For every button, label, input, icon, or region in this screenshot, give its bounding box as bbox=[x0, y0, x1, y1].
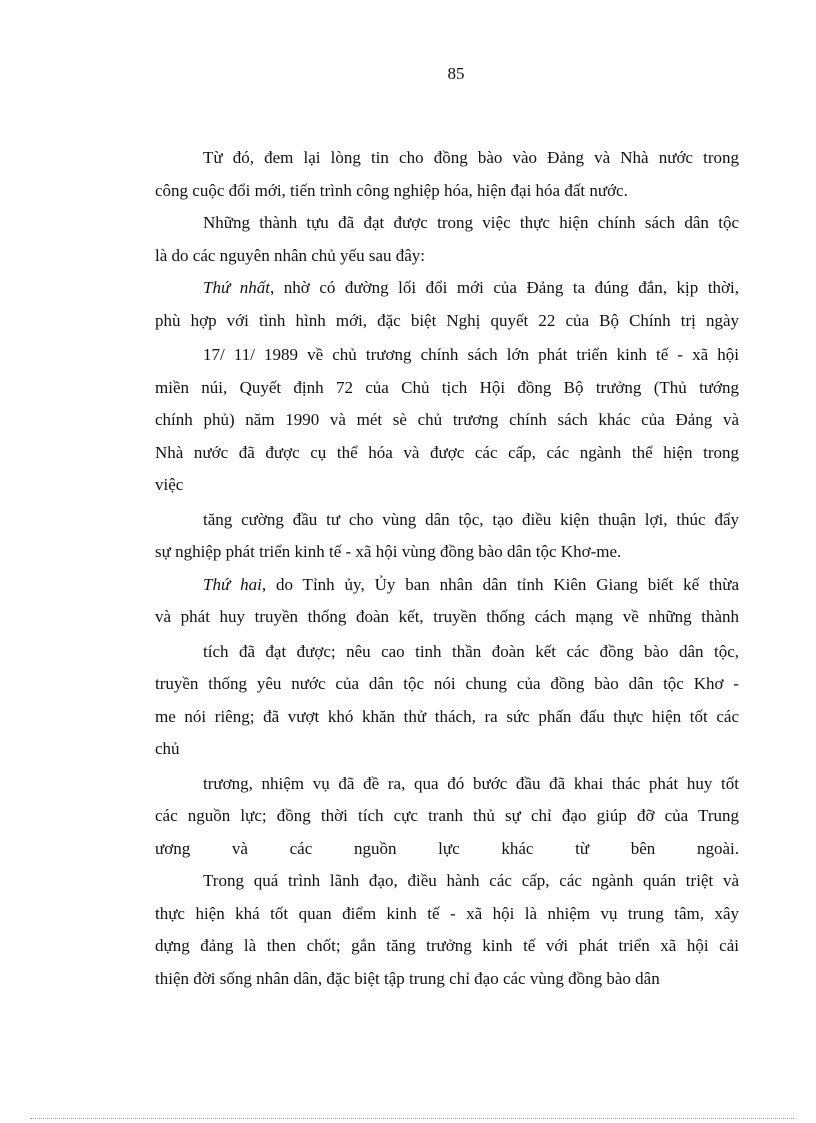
paragraph-4-line-2: miền núi, Quyết định 72 của Chủ tịch Hội đồng Bộ trưởng (Thủ tướng bbox=[155, 377, 739, 397]
page-number: 85 bbox=[447, 64, 465, 83]
paragraph-4-line-1: 17/ 11/ 1989 về chủ trương chính sách lớn phát triển kinh tế - xã hội bbox=[203, 345, 739, 364]
paragraph-6-line-1 bbox=[155, 569, 739, 602]
body-text bbox=[155, 142, 739, 995]
paragraph-1-line-2: công cuộc đổi mới, tiến trình công nghiệp hóa, hiện đại hóa đất nước. bbox=[155, 180, 628, 200]
paragraph-6-line-1-text: , do Tỉnh ủy, Ủy ban nhân dân tỉnh Kiên Giang biết kế thừa bbox=[261, 574, 740, 594]
paragraph-1-line-1: Từ đó, đem lại lòng tin cho đồng bào vào Đảng và Nhà nước trong bbox=[203, 148, 739, 167]
paragraph-7-line-4: chủ bbox=[155, 739, 180, 758]
paragraph-3-line-1 bbox=[155, 272, 739, 305]
paragraph-8-line-2: các nguồn lực; đồng thời tích cực tranh thủ sự chỉ đạo giúp đỡ của Trung bbox=[155, 806, 739, 825]
paragraph-4-line-4: Nhà nước đã được cụ thể hóa và được các cấp, các ngành thể hiện trong bbox=[155, 442, 739, 462]
paragraph-9-line-4: thiện đời sống nhân dân, đặc biệt tập trung chỉ đạo các vùng đồng bào dân bbox=[155, 968, 660, 988]
paragraph-7-line-1: tích đã đạt được; nêu cao tinh thần đoàn kết các đồng bào dân tộc, bbox=[203, 641, 739, 661]
paragraph-8-line-3: ương và các nguồn lực khác từ bên ngoài. bbox=[155, 838, 739, 858]
paragraph-2-line-1: Những thành tựu đã đạt được trong việc thực hiện chính sách dân tộc bbox=[203, 213, 739, 232]
paragraph-2-line-2: là do các nguyên nhân chủ yếu sau đây: bbox=[155, 245, 426, 265]
paragraph-3-line-1-text: , nhờ có đường lối đổi mới của Đảng ta đúng đắn, kịp thời, bbox=[270, 278, 740, 297]
paragraph-7-line-2: truyền thống yêu nước của dân tộc nói chung của đồng bào dân tộc Khơ - bbox=[155, 674, 739, 693]
paragraph-4-line-3: chính phủ) năm 1990 và mét sè chủ trương chính sách khác của Đảng và bbox=[155, 410, 739, 429]
paragraph-9-line-2: thực hiện khá tốt quan điểm kinh tế - xã hội là nhiệm vụ trung tâm, xây bbox=[155, 903, 739, 923]
paragraph-5-line-1: tăng cường đầu tư cho vùng dân tộc, tạo điều kiện thuận lợi, thúc đẩy bbox=[203, 509, 739, 529]
paragraph-9-line-1: Trong quá trình lãnh đạo, điều hành các cấp, các ngành quán triệt và bbox=[203, 871, 739, 890]
paragraph-7-line-3: me nói riêng; đã vượt khó khăn thử thách, ra sức phấn đấu thực hiện tốt các bbox=[155, 706, 739, 726]
paragraph-3-line-2: phù hợp với tình hình mới, đặc biệt Nghị quyết 22 của Bộ Chính trị ngày bbox=[155, 310, 739, 330]
paragraph-5-line-2: sự nghiệp phát triển kinh tế - xã hội vùng đồng bào dân tộc Khơ-me. bbox=[155, 542, 622, 561]
paragraph-8-line-1: trương, nhiệm vụ đã đề ra, qua đó bước đầu đã khai thác phát huy tốt bbox=[203, 773, 739, 793]
paragraph-4-line-5: việc bbox=[155, 475, 184, 494]
paragraph-3-lead: Thứ nhất bbox=[203, 278, 270, 297]
page-bottom-divider bbox=[30, 1118, 794, 1119]
paragraph-6-lead: Thứ hai bbox=[203, 574, 262, 594]
paragraph-9-line-3: dựng đảng là then chốt; gắn tăng trưởng kinh tế với phát triển xã hội cải bbox=[155, 936, 739, 955]
paragraph-6-line-2: và phát huy truyền thống đoàn kết, truyền thống cách mạng về những thành bbox=[155, 607, 739, 626]
